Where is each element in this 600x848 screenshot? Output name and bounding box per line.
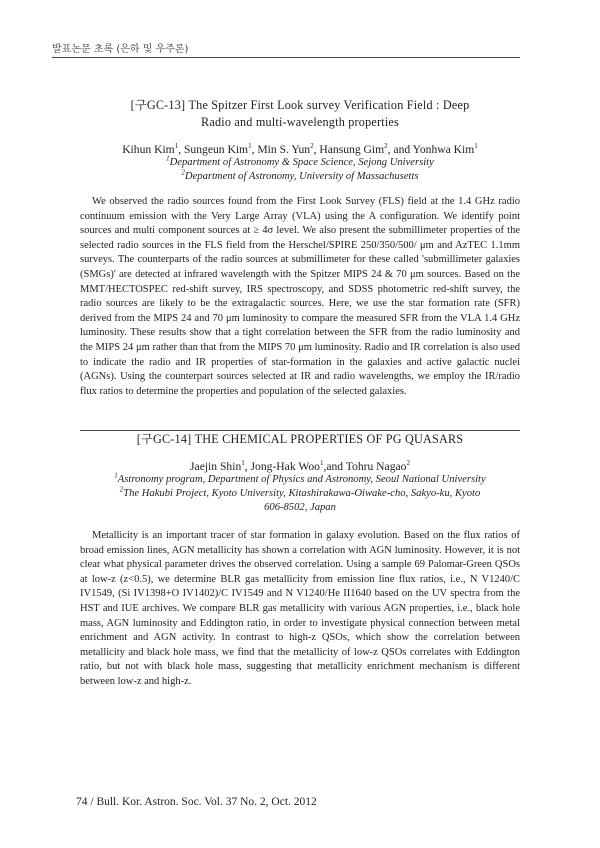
running-head: 발표논문 초록 (은하 및 우주론) — [52, 44, 189, 55]
author-sup: 2 — [406, 459, 410, 468]
author-name: Jong-Hak Woo — [250, 460, 320, 473]
affil-sup: 2 — [119, 485, 124, 494]
author-name: Kihun Kim — [122, 143, 175, 156]
paper2-affiliation-2 — [80, 487, 520, 501]
author-name: Jaejin Shin — [190, 460, 242, 473]
author-name: Yonhwa Kim — [412, 143, 475, 156]
affil-text: Astronomy program, Department of Physics and Astronomy, Seoul National University — [117, 474, 486, 485]
affil-sup: 2 — [181, 168, 185, 177]
affil-text: Department of Astronomy & Space Science, Sejong University — [169, 157, 434, 168]
paper1-affiliations — [80, 156, 520, 184]
paper1-abstract: We observed the radio sources found from the First Look Survey (FLS) field at the 1.4 GHz radio continuum emission with the Very Large Array (VLA) using the A configuration. We identify point sources and multi component sources at ≥ 4σ level. We also present the submillimeter properties of the selected radio sources in the FLS field from the Herschel/SPIRE 250/350/500/ μm and AzTEC 1.1mm surveys. The counterparts of the radio sources at submillimeter for these called 'submillimeter galaxies (SMGs)' are detected at infrared wavelength with the Spitzer MIPS 24 & 70 μm sources. Based on the MMT/HECTOSPEC red-shift survey, IRS spectroscopy, and SDSS photometric red-shift survey, the radio sources are likely to be the extragalactic sources. Here, we use the star formation rate (SFR) derived from the MIPS 24 and 70 μm luminosity to compare the measured SFR from the VLA 1.4 GHz luminosity. These results show that a tight correlation between the SFR from the radio luminosity and the MIPS 24 μm rather than that from the MIPS 70 μm luminosity. Radio and IR correlation is also used to indicate the radio and IR properties of star-formation in the galaxies and active galactic nuclei (AGNs). Using the counterpart sources selected at IR and radio wavelengths, we employ the IR/radio flux ratios to determine the properties and population of the selected galaxies. — [80, 196, 520, 397]
author-separator: , — [178, 143, 184, 156]
paper1-affiliation-2 — [80, 170, 520, 184]
author-separator: , and — [387, 143, 413, 156]
affil-sup: 1 — [114, 471, 118, 480]
paper1-title-line2: Radio and multi-wavelength properties — [201, 115, 399, 129]
author-sup: 2 — [384, 142, 388, 151]
author-separator: , — [244, 460, 251, 473]
page-footer: 74 / Bull. Kor. Astron. Soc. Vol. 37 No. 2, Oct. 2012 — [76, 796, 317, 808]
paper1-authors — [80, 142, 520, 157]
author-sup: 1 — [241, 459, 245, 468]
affil-text: Department of Astronomy, University of Massachusetts — [184, 171, 419, 182]
paper1-title-line1: [구GC-13] The Spitzer First Look survey Verification Field : Deep — [130, 98, 470, 112]
author-name: Tohru Nagao — [345, 460, 407, 473]
author-sup: 1 — [174, 142, 179, 151]
author-separator: , — [313, 143, 320, 156]
paper2-affiliation-2-cont: 606-8502, Japan — [264, 502, 336, 513]
paper2-affiliations — [80, 473, 520, 515]
paper2-affiliation-1 — [80, 473, 520, 487]
author-sup: 1 — [248, 142, 252, 151]
paper2-title: [구GC-14] THE CHEMICAL PROPERTIES OF PG QUASARS — [136, 432, 464, 446]
author-name: Min S. Yun — [257, 143, 311, 156]
affil-sup: 1 — [166, 154, 170, 163]
header-rule — [52, 57, 520, 58]
author-sup: 1 — [474, 142, 478, 151]
affil-text: The Hakubi Project, Kyoto University, Kitashirakawa-Oiwake-cho, Sakyo-ku, Kyoto — [123, 488, 481, 499]
paper2-abstract: Metallicity is an important tracer of star formation in galaxy evolution. Based on the flux ratios of broad emission lines, AGN metallicity has shown a correlation with AGN luminosity. However, it is not clear what physical parameter drives the observed correlation. Using a sample 69 Palomar-Green QSOs at low-z (z<0.5), we determine BLR gas metallicity from emission line flux ratios, i.e., N V1240/C IV1549, (Si IV1398+O IV1402)/C IV1549 and N V1240/He II1640 based on the UV spectra from the HST and IUE archives. We compare BLR gas metallicity with various AGN properties, i.e., black hole mass, AGN luminosity and Eddington ratio, in order to investigate physical connection between metal enrichment and AGN activity. In contrast to high-z QSOs, which show the correlation between metallicity and black hole mass, we find that the metallicity of low-z QSOs correlates with Eddington ratio, but not with black hole mass, suggesting that metallicity enrichment mechanism is different between low-z and high-z. — [80, 530, 520, 687]
author-sup: 1 — [319, 459, 324, 468]
author-separator: , — [251, 143, 258, 156]
author-name: Sungeun Kim — [183, 143, 249, 156]
paper1-title — [80, 97, 520, 131]
author-name: Hansung Gim — [319, 143, 385, 156]
paper2-authors — [80, 459, 520, 474]
paper1-affiliation-1 — [80, 156, 520, 170]
author-sup: 2 — [310, 142, 314, 151]
author-separator: ,and — [323, 460, 346, 473]
